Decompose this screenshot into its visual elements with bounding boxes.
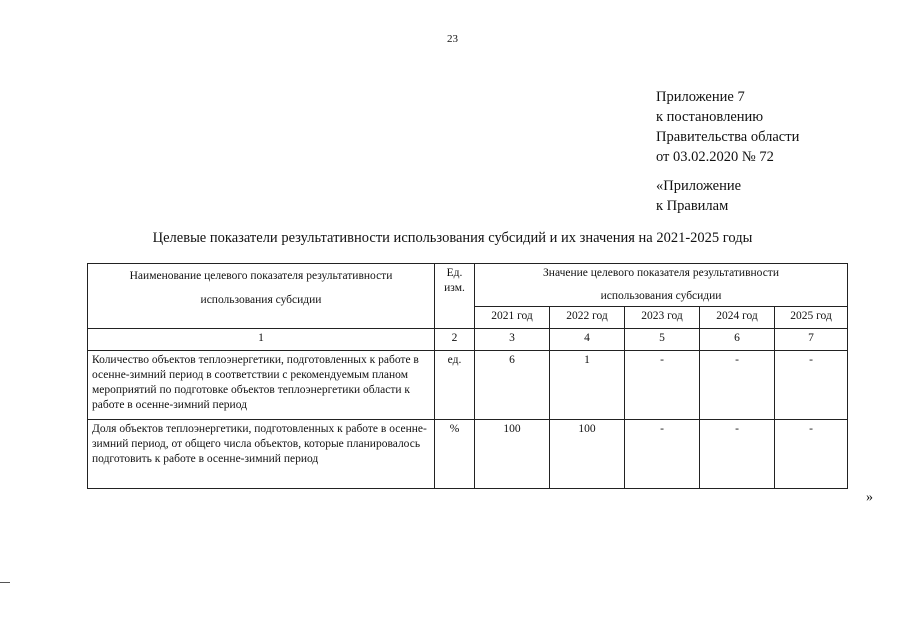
table-column-numbers-row xyxy=(88,329,848,351)
closing-quote: » xyxy=(866,490,873,505)
column-number-5: 5 xyxy=(625,329,700,351)
header-value-line-2: использования субсидии xyxy=(600,290,722,302)
header-year-2024: 2024 год xyxy=(700,307,775,329)
row-2-value-2023: - xyxy=(625,420,700,489)
page-number: 23 xyxy=(447,33,458,45)
header-unit xyxy=(435,264,475,329)
header-value-line-1: Значение целевого показателя результативности xyxy=(543,267,779,279)
row-1-value-2023: - xyxy=(625,351,700,420)
document-title: Целевые показатели результативности использования субсидий и их значения на 2021-2025 годы xyxy=(152,230,753,246)
margin-mark xyxy=(0,582,10,583)
appendix-block xyxy=(656,87,799,167)
row-1-value-2021: 6 xyxy=(475,351,550,420)
header-indicator-name xyxy=(88,264,435,329)
header-year-2021: 2021 год xyxy=(475,307,550,329)
appendix-rules-block xyxy=(656,176,741,216)
column-number-4: 4 xyxy=(550,329,625,351)
row-2-value-2021: 100 xyxy=(475,420,550,489)
header-unit-line-1: Ед. xyxy=(446,267,463,279)
appendix-rules-line-2: к Правилам xyxy=(656,198,729,214)
row-1-value-2022: 1 xyxy=(550,351,625,420)
column-number-7: 7 xyxy=(775,329,848,351)
header-indicator-value xyxy=(475,264,848,307)
row-1-value-2024: - xyxy=(700,351,775,420)
appendix-line-3: Правительства области xyxy=(656,129,800,145)
row-2-indicator-name: Доля объектов теплоэнергетики, подготовленных к работе в осенне-зимний период, от общего числа объектов, которые планировалось подготовить к работе в осенне-зимний период xyxy=(88,420,435,489)
appendix-rules-line-1: «Приложение xyxy=(656,178,742,194)
column-number-3: 3 xyxy=(475,329,550,351)
table-row xyxy=(88,351,848,420)
row-2-value-2022: 100 xyxy=(550,420,625,489)
indicators-table xyxy=(87,263,848,489)
table-header-row xyxy=(88,264,848,307)
table-row xyxy=(88,420,848,489)
column-number-2: 2 xyxy=(435,329,475,351)
header-unit-line-2: изм. xyxy=(444,282,465,294)
column-number-1: 1 xyxy=(88,329,435,351)
row-2-value-2024: - xyxy=(700,420,775,489)
header-year-2025: 2025 год xyxy=(775,307,848,329)
appendix-line-2: к постановлению xyxy=(656,109,764,125)
row-1-unit: ед. xyxy=(435,351,475,420)
appendix-line-1: Приложение 7 xyxy=(656,89,745,105)
header-name-line-2: использования субсидии xyxy=(200,294,322,306)
row-1-value-2025: - xyxy=(775,351,848,420)
column-number-6: 6 xyxy=(700,329,775,351)
appendix-line-4: от 03.02.2020 № 72 xyxy=(656,149,774,165)
row-1-indicator-name: Количество объектов теплоэнергетики, подготовленных к работе в осенне-зимний период в соответствии с рекомендуемым планом мероприятий по подготовке объектов теплоэнергетики области к работе в осенне-зимний период xyxy=(88,351,435,420)
header-year-2023: 2023 год xyxy=(625,307,700,329)
header-name-line-1: Наименование целевого показателя результативности xyxy=(129,270,393,282)
header-year-2022: 2022 год xyxy=(550,307,625,329)
row-2-unit: % xyxy=(435,420,475,489)
row-2-value-2025: - xyxy=(775,420,848,489)
